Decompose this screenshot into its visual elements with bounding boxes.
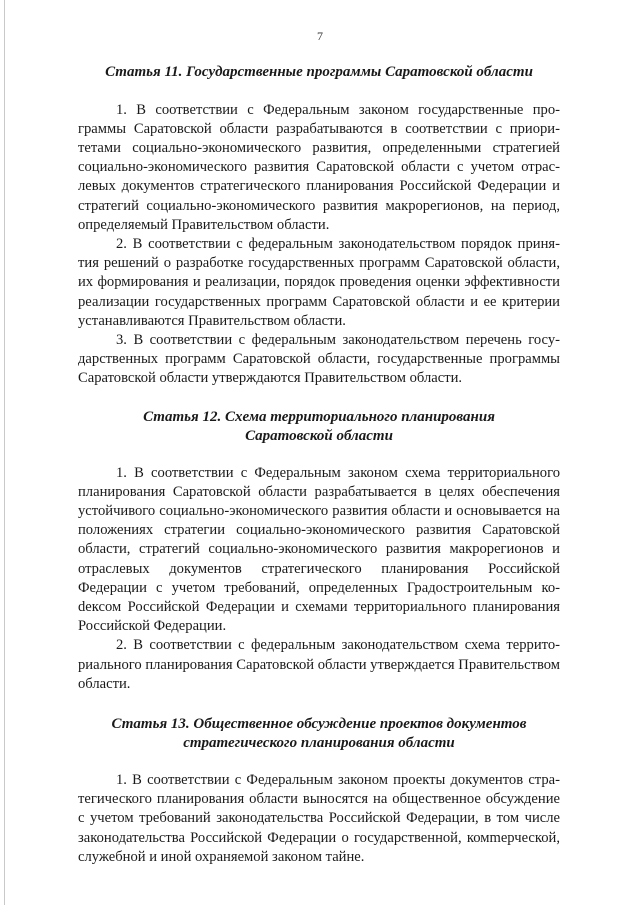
article-13: [78, 715, 560, 867]
article-11-paragraph-1: 1. В соответствии с Федеральным законом государственные программы Саратовской области разрабатываются в соответствии с приоритетами социально-экономического развития, определенными стратегией социально-экономического развития Саратовской области с учетом отраслевых документов стратегического планирования Российской Федерации и стратегий социально-экономического развития макрорегионов, на период, определяемый Правительством области.: [78, 101, 560, 233]
article-12-title-line-2: Саратовской области: [245, 428, 393, 445]
article-13-paragraph-1: 1. В соответствии с Федеральным законом проекты документов стратегического планирования области выносятся на общественное обсуждение с учетом требований законодательства Российской Федерации, в том числе законодательства Российской Федерации о государственной, комmерческой, служебной и иной охраняемой законом тайне.: [78, 771, 560, 865]
article-12-title-line-1: Статья 12. Схема территориального планирования: [143, 408, 495, 425]
article-12: [78, 408, 560, 694]
article-12-title: [78, 408, 560, 447]
article-13-title-line-1: Статья 13. Общественное обсуждение проектов документов: [111, 715, 527, 732]
article-11-paragraph-2: 2. В соответствии с федеральным законодательством порядок принятия решений о разработке государственных программ Саратовской области, их формирования и реализации, порядок проведения оценки эффективности реализации государственных программ Саратовской области и ее критерии устанавливаются Правительством области.: [78, 235, 560, 329]
article-11-paragraph-3: 3. В соответствии с федеральным законодательством перечень государственных программ Саратовской области, государственные программы Саратовской области утверждаются Правительством области.: [78, 331, 560, 387]
page-number: 7: [317, 29, 323, 43]
article-11-title: [78, 63, 560, 83]
article-11-title-line: Статья 11. Государственные программы Саратовской области: [105, 64, 533, 80]
article-13-title: [78, 715, 560, 754]
scan-edge-line: [4, 0, 5, 905]
article-11: [78, 63, 560, 389]
article-12-paragraph-2: 2. В соответствии с федеральным законодательством схема территориального планирования Саратовской области утверждается Правительством области.: [78, 637, 560, 692]
article-12-paragraph-1: 1. В соответствии с Федеральным законом схема территориального планирования Саратовской области разрабатывается в целях обеспечения устойчивого социально-экономического развития области и основывается на положениях стратегии социально-экономического развития Саратовской области, стратегий социально-экономического развития макрорегионов и отраслевых документов стратегического планирования Российской Федерации с учетом требований, определенных Градостроительным коdексом Российской Федерации и схемами территориального планирования Российской Федерации.: [78, 464, 560, 635]
document-body: [78, 63, 560, 867]
article-13-title-line-2: стратегического планирования области: [183, 735, 455, 752]
